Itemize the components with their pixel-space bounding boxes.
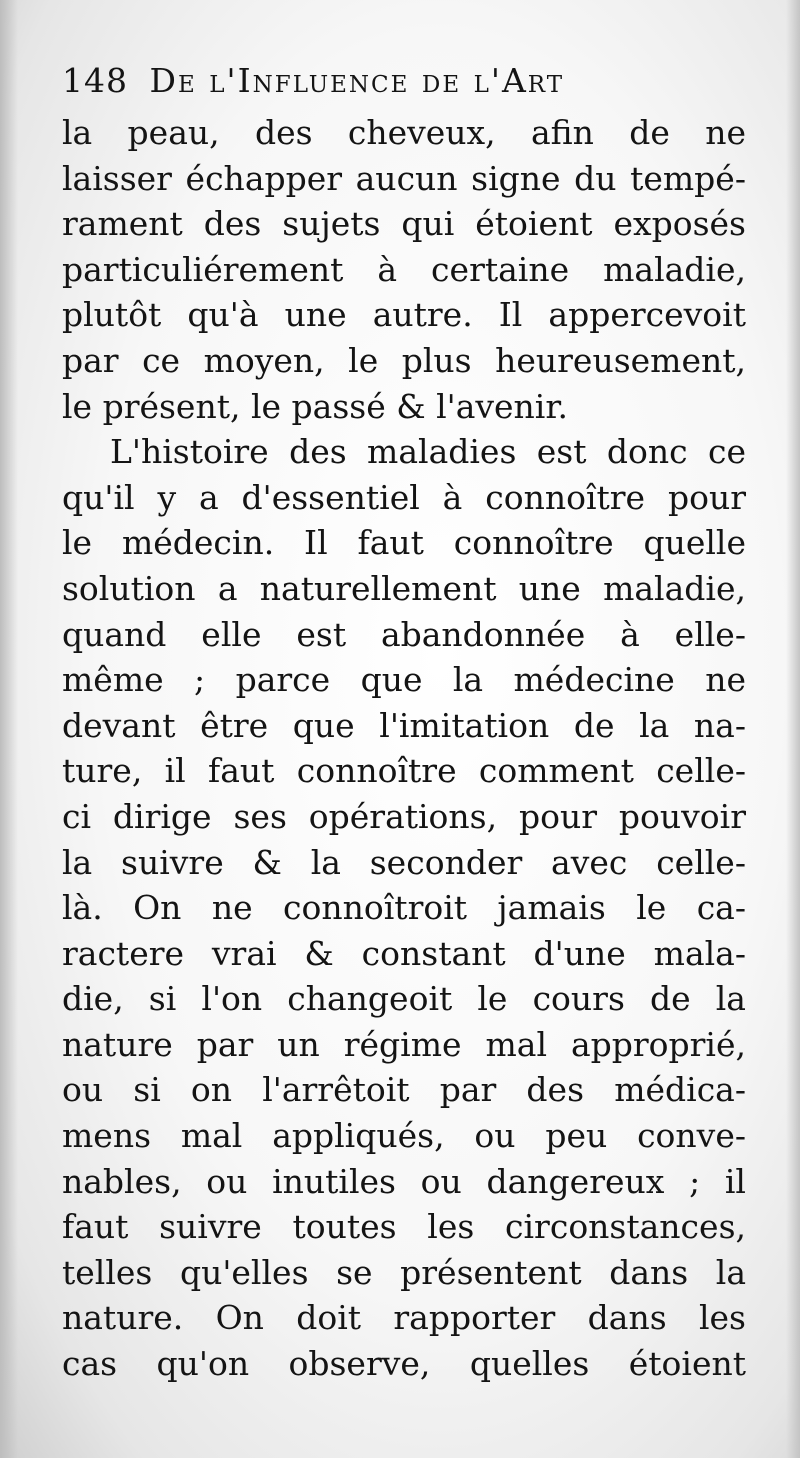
running-header [62,52,746,110]
text-line: ractere vrai & constant d'une mala- [62,933,746,973]
text-line: quand elle est abandonnée à elle- [62,614,746,654]
text-line: mens mal appliqués, ou peu conve- [62,1116,746,1156]
text-line: ou si on l'arrêtoit par des médica- [62,1070,746,1110]
text-line: même ; parce que la médecine ne [62,660,746,700]
page-gutter-shadow [0,0,18,1458]
text-line: nature par un régime mal approprié, [62,1024,746,1064]
text-line: cas qu'on observe, quelles étoient [62,1344,746,1384]
text-line: le présent, le passé & l'avenir. [62,386,569,426]
running-title: De l'Influence de l'Art [149,61,565,100]
text-line: nature. On doit rapporter dans les [62,1298,746,1338]
text-line: telles qu'elles se présentent dans la [62,1252,746,1292]
text-line: L'histoire des maladies est donc ce [110,432,746,472]
text-line: die, si l'on changeoit le cours de la [62,979,746,1019]
text-line: qu'il y a d'essentiel à connoître pour [62,477,746,517]
text-line: la peau, des cheveux, afin de ne [62,113,746,152]
text-line: nables, ou inutiles ou dangereux ; il [62,1161,746,1201]
text-line: particuliérement à certaine maladie, [62,249,746,289]
text-block [62,52,746,1387]
text-line: devant être que l'imitation de la na- [62,705,746,745]
text-line: ci dirige ses opérations, pour pouvoir [62,796,746,836]
text-line: le médecin. Il faut connoître quelle [62,523,746,563]
text-line: plutôt qu'à une autre. Il appercevoit [62,295,746,335]
page-edge-shadow [786,0,800,1458]
text-line: rament des sujets qui étoient exposés [62,204,746,244]
text-line: ture, il faut connoître comment celle- [62,751,746,791]
text-line: faut suivre toutes les circonstances, [62,1207,746,1247]
body-text [62,110,746,1387]
text-line: solution a naturellement une maladie, [62,568,746,608]
page-number: 148 [62,61,128,100]
text-line: la suivre & la seconder avec celle- [62,842,746,882]
text-line: par ce moyen, le plus heureusement, [62,340,746,380]
text-line: laisser échapper aucun signe du tempé- [62,158,746,198]
text-line: là. On ne connoîtroit jamais le ca- [62,888,746,928]
